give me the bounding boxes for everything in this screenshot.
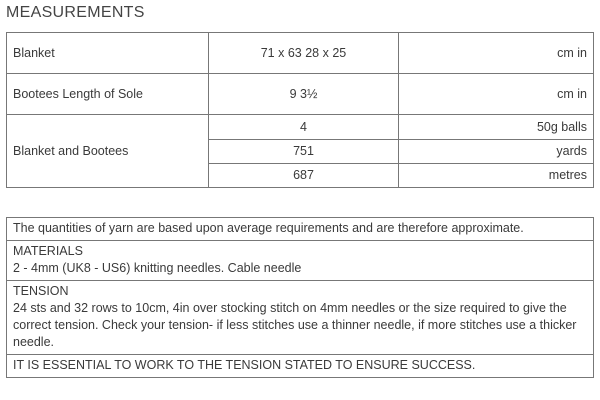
yarn-quantity-note-text: The quantities of yarn are based upon average requirements and are therefore approximate. [13, 221, 524, 235]
bootees-in-value: 3½ [300, 86, 318, 101]
yarn-balls-unit: 50g balls [399, 115, 594, 140]
blanket-and-bootees-label: Blanket and Bootees [7, 115, 209, 188]
blanket-label-text: Blanket [13, 45, 55, 60]
blanket-in-value: 28 x 25 [305, 45, 347, 60]
essential-notice-text: IT IS ESSENTIAL TO WORK TO THE TENSION STATED TO ENSURE SUCCESS. [13, 358, 476, 372]
sole-length-label: Length of Sole [62, 86, 143, 101]
blanket-units [399, 33, 594, 74]
bootees-label-text: Bootees [13, 86, 59, 101]
yarn-yards-unit: yards [399, 140, 594, 164]
bootees-units [399, 74, 594, 115]
yarn-quantity-note [7, 218, 593, 241]
materials-title: MATERIALS [13, 244, 83, 258]
measurements-table [6, 32, 594, 188]
tension-title: TENSION [13, 284, 69, 298]
bootees-cm-value: 9 [289, 86, 297, 101]
table-row-yarn-balls [7, 115, 594, 140]
blanket-label [7, 33, 209, 74]
tension-section [7, 281, 593, 355]
table-row-bootees [7, 74, 594, 115]
yarn-metres-unit: metres [399, 164, 594, 188]
tension-text: 24 sts and 32 rows to 10cm, 4in over stocking stitch on 4mm needles or the size required to give the correct tension. Check your tension- if less stitches use a thinner needle, if more stitches use a thicker needle. [13, 301, 577, 349]
bootees-cm-unit: cm [557, 86, 574, 101]
yarn-balls-value: 4 [209, 115, 399, 140]
blanket-values [209, 33, 399, 74]
yarn-metres-value: 687 [209, 164, 399, 188]
notes-box [6, 217, 594, 378]
essential-notice [7, 355, 593, 377]
materials-section [7, 241, 593, 281]
blanket-in-unit: in [577, 45, 587, 60]
bootees-in-unit: in [577, 86, 587, 101]
blanket-cm-value: 71 x 63 [260, 45, 302, 60]
measurements-heading: MEASUREMENTS [6, 4, 145, 21]
bootees-values [209, 74, 399, 115]
materials-text: 2 - 4mm (UK8 - US6) knitting needles. Cable needle [13, 261, 302, 275]
bootees-label [7, 74, 209, 115]
yarn-yards-value: 751 [209, 140, 399, 164]
blanket-cm-unit: cm [557, 45, 574, 60]
table-row-blanket [7, 33, 594, 74]
